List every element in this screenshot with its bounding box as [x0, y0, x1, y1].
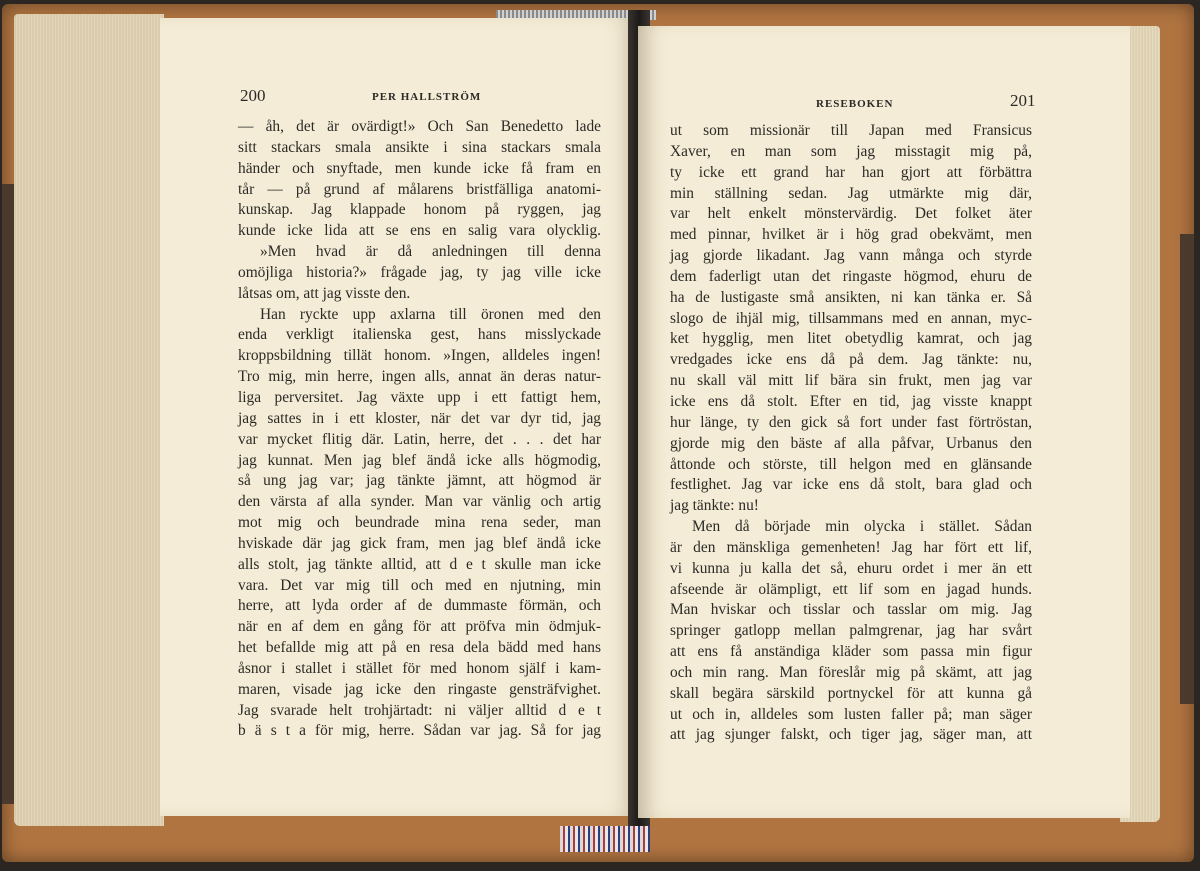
text-line: afseende är olämpligt, ett lif som en jagad hunds. [670, 580, 1032, 598]
text-line: jag sattes in i ett kloster, när det var dyr tid, jag [238, 409, 601, 427]
text-line: festlighet. Jag var icke ens då stolt, bara glad och [670, 476, 1032, 494]
left-page-text [238, 117, 601, 742]
text-line: het befallde mig att på en resa dela bädd med hans [238, 639, 601, 657]
text-line: vara. Det var mig till och med en njutning, min [238, 576, 601, 594]
left-page [160, 18, 636, 816]
text-line: ty icke ett grand har han gjort att förbättra [670, 163, 1032, 181]
text-line: hur länge, ty den gick så fort under fast förtröstan, [670, 413, 1032, 431]
text-line: med pinnar, hvilket är i hög grad obekvämt, men [670, 226, 1032, 244]
text-line: vredgades icke ens då på dem. Jag tänkte: nu, [670, 351, 1032, 369]
text-line: alls stolt, jag tänkte alltid, att d e t skulle man icke [238, 555, 601, 573]
text-line: ha de lustigaste små ansikten, ni kan tänka er. Så [670, 288, 1032, 306]
page-number: 201 [1010, 91, 1036, 110]
text-line: »Men hvad är då anledningen till denna [260, 243, 601, 261]
text-line: Jag svarade helt trohjärtadt: ni väljer alltid d e t [238, 701, 601, 719]
text-line: åttonde och störste, till helgon med en glänsande [670, 455, 1032, 473]
text-line: skall begära särskild portnyckel för att kunna gå [670, 684, 1032, 702]
text-line: gjorde mig den bäste af alla påfvar, Urbanus den [670, 434, 1032, 452]
text-line: Tro mig, min herre, ingen alls, annat än deras natur- [238, 368, 601, 386]
right-page-text [670, 121, 1032, 746]
text-line: mot mig och beundrade mina rena seder, man [238, 514, 601, 532]
text-line: ut som missionär till Japan med Fransicus [670, 122, 1032, 139]
text-line: ket hygglig, men litet obetydlig kamrat, och jag [670, 330, 1032, 348]
text-line: den värsta af alla synder. Man var vänlig och artig [238, 493, 601, 511]
text-line: Man hviskar och tisslar och tasslar om mig. Jag [670, 601, 1032, 619]
text-line: Xaver, en man som jag misstagit mig på, [670, 142, 1032, 160]
text-line: tår — på grund af målarens bristfälliga anatomi- [238, 180, 601, 198]
text-line: jag tänkte: nu! [670, 497, 759, 515]
text-line: omöjliga historia?» frågade jag, ty jag ville icke [238, 263, 601, 281]
text-line: så ung jag var; jag tänkte jämnt, att högmod är [238, 472, 601, 490]
text-line: nu skall väl mitt lif bära sin frukt, men jag var [670, 372, 1032, 390]
text-line: var mycket flitig där. Latin, herre, det . . . det har [238, 430, 601, 448]
text-line: att jag sjunger falskt, och tiger jag, säger man, att [670, 726, 1032, 744]
text-line: springer gatlopp mellan palmgrenar, jag har svårt [670, 622, 1032, 640]
text-line: kroppsbildning tillät honom. »Ingen, alldeles ingen! [238, 347, 601, 365]
text-line: herre, att lyda order af de dummaste förmän, och [238, 597, 601, 615]
cover-edge-left [2, 184, 14, 804]
running-head: RESEBOKEN [816, 98, 894, 110]
text-line: liga perversitet. Jag växte upp i ett fattigt hem, [238, 388, 601, 406]
text-line: — åh, det är ovärdigt!» Och San Benedetto lade [238, 118, 601, 135]
cover-edge-right [1180, 234, 1194, 704]
spine-binding-bottom [560, 826, 650, 852]
text-line: är den mänskliga gemenheten! Jag har fört ett lif, [670, 538, 1032, 556]
text-line: var helt enkelt mönstervärdig. Det folket äter [670, 205, 1032, 223]
text-line: händer och snyftade, men kunde icke få fram en [238, 159, 601, 177]
text-line: hviskade där jag gick fram, men jag blef ändå icke [238, 534, 601, 552]
text-line: dem faderligt utan det ringaste högmod, ehuru de [670, 267, 1032, 285]
text-line: när en af dem en gång för att pröfva min ödmjuk- [238, 618, 601, 636]
text-line: icke ens då stolt. Efter en tid, jag visste knappt [670, 392, 1032, 410]
text-line: åsnor i stallet i stället för med honom själf i kam- [238, 659, 601, 677]
text-line: och min rang. Man föreslår mig på skämt, att jag [670, 663, 1032, 681]
running-head: PER HALLSTRÖM [372, 91, 482, 103]
text-line: enda verkligt italienska gest, hans misslyckade [238, 326, 601, 344]
text-line: Han ryckte upp axlarna till öronen med den [260, 305, 601, 323]
text-line: jag kunnat. Men jag blef ändå icke alls högmodig, [238, 451, 601, 469]
page-number: 200 [240, 86, 266, 105]
text-line: sitt stackars smala ansikte i sina stackars smala [238, 138, 601, 156]
text-line: b ä s t a för mig, herre. Sådan var jag. Så for jag [238, 722, 601, 740]
text-line: vi kunna ju kalla det så, ehuru ordet i mer än ett [670, 559, 1032, 577]
text-line: ut och in, alldeles som lusten faller på; man säger [670, 705, 1032, 723]
text-line: låtsas om, att jag visste den. [238, 284, 411, 302]
text-line: maren, visade jag icke den ringaste gensträfvighet. [238, 680, 601, 698]
right-page [638, 26, 1130, 818]
text-line: kunde icke lida att se ens en salig vara olycklig. [238, 222, 601, 240]
text-line: Men då började min olycka i stället. Sådan [692, 518, 1032, 536]
text-line: min ställning sedan. Jag utmärkte mig där, [670, 184, 1032, 202]
text-line: att ens få anständiga kläder som passa min figur [670, 643, 1032, 661]
text-line: jag gjorde likadant. Jag vann många och styrde [670, 247, 1032, 265]
text-line: slogo de ihjäl mig, tillsammans med en annan, myc- [670, 309, 1032, 327]
page-edges-left [14, 14, 164, 826]
text-line: kunskap. Jag klappade honom på ryggen, jag [238, 201, 601, 219]
